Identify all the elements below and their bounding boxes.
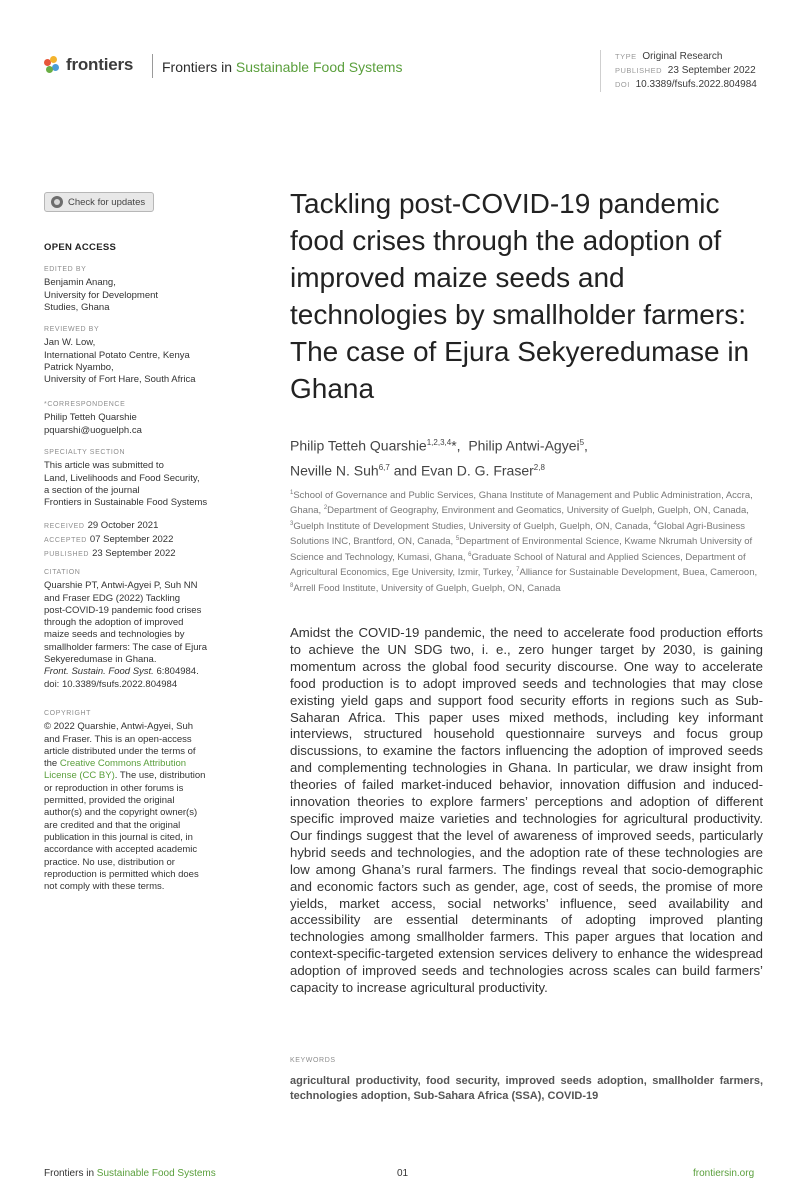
citation-journal-line xyxy=(44,666,244,678)
article-title: Tackling post-COVID-19 pandemic food crises through the adoption of improved maize seeds and technologies by smallholder farmers: The case of Ejura Sekyeredumase in Ghana xyxy=(290,188,750,404)
copyright-line: article distributed under the terms of xyxy=(44,745,196,757)
copyright-line: and Fraser. This is an open-access xyxy=(44,733,192,745)
affil-num: 4 xyxy=(653,520,657,527)
specialty-line: Frontiers in Sustainable Food Systems xyxy=(44,497,208,509)
frontiers-logo[interactable] xyxy=(44,55,133,75)
meta-published-label: PUBLISHED xyxy=(615,66,663,75)
reviewer-line: Jan W. Low, xyxy=(44,337,96,349)
keywords-label: KEYWORDS xyxy=(290,1057,336,1064)
meta-doi xyxy=(615,78,757,92)
footer-journal-name: Sustainable Food Systems xyxy=(96,1168,216,1179)
citation-line: Sekyeredumase in Ghana. xyxy=(44,654,157,666)
affil-num: 5 xyxy=(455,536,460,543)
accepted-label: ACCEPTED xyxy=(44,537,87,544)
copyright-line: practice. No use, distribution or xyxy=(44,856,175,868)
reviewed-by-label: REVIEWED BY xyxy=(44,326,100,333)
logo-text: frontiers xyxy=(66,55,134,74)
meta-type-value: Original Research xyxy=(642,51,723,62)
copyright-line: or reproduction in other forums is xyxy=(44,782,184,794)
meta-doi-label: DOI xyxy=(615,80,630,89)
correspondence-section xyxy=(44,399,244,437)
frontiers-logo-icon xyxy=(44,56,62,74)
citation-line: through the adoption of improved xyxy=(44,617,184,629)
editor-line: University for Development xyxy=(44,289,159,301)
specialty-line: a section of the journal xyxy=(44,484,140,496)
citation-line: smallholder farmers: The case of Ejura xyxy=(44,641,207,653)
author-and: and xyxy=(389,462,421,479)
author-affil-sup: 1,2,3,4 xyxy=(426,438,452,447)
dates-section xyxy=(44,519,176,561)
copyright-line: permitted, provided the original xyxy=(44,795,175,807)
copyright-line: are credited and that the original xyxy=(44,819,181,831)
copyright-line: accordance with accepted academic xyxy=(44,844,198,856)
article-meta xyxy=(600,50,757,92)
accepted-date: 07 September 2022 xyxy=(89,534,174,545)
affil-text: Department of Environmental Science, Kwame Nkrumah University of Science and Technology, Kumasi, Ghana, xyxy=(290,536,753,563)
affil-num: 8 xyxy=(290,582,294,589)
reviewer-line: Patrick Nyambo, xyxy=(44,361,114,373)
affil-text: Guelph Institute of Development Studies, University of Guelph, Guelph, ON, Canada, xyxy=(293,521,654,533)
author-affil-sup: 2,8 xyxy=(533,462,545,472)
published-date: 23 September 2022 xyxy=(92,548,176,559)
journal-prefix: Frontiers in xyxy=(162,59,233,75)
copyright-section xyxy=(44,708,244,893)
meta-published-value: 23 September 2022 xyxy=(667,65,756,76)
footer-journal-prefix: Frontiers in xyxy=(44,1168,95,1179)
abstract: Amidst the COVID-19 pandemic, the need to accelerate food production efforts to achieve the UN SDG two, i. e., zero hunger target by 2030, is gaining momentum across the global food security discourse. One way to accelerate food production is to adopt improved seeds and technologies that may close existing yield gaps and support food security efforts in regions such as Sub-Saharan Africa. This paper uses mixed methods, including key informant interviews, structured household questionnaire surveys and focus group discussions, to examine the factors influencing the adoption of improved seeds and complementing technologies in Ghana. In particular, we draw insight from theories of failed market-induced behavior, innovation diffusion and induced-innovation theories to explore farmers’ perceptions and adoption of different specific improved maize varieties and technologies for agricultural productivity. Our findings suggest that the level of awareness of improved seeds, particularly hybrid seeds and technologies, and the adoption rate of these technologies are low among Ghana’s rural farmers. The findings reveal that socio-demographic and economic factors such as gender, age, cost of seeds, the promise of more yields, market access, social networks’ influence, seed availability and accessibility are essential determinants of adopting improved planting technologies among smallholder farmers. This paper argues that location and context-specific-targeted extension services delivery to enhance the widespread adoption of improved seeds and technologies across scales can build farmers’ capacity to increase agricultural productivity. xyxy=(290,625,763,996)
check-updates-icon xyxy=(51,196,63,208)
specialty-label: SPECIALTY SECTION xyxy=(44,449,126,456)
reviewer-line: International Potato Centre, Kenya xyxy=(44,349,190,361)
affil-text: School of Governance and Public Services, Ghana Institute of Management and Public Administration, Accra, Ghana, xyxy=(290,490,753,517)
copyright-after-link: . The use, distribution xyxy=(114,770,206,782)
copyright-line: reproduction is permitted which does xyxy=(44,868,199,880)
author-name[interactable]: Philip Antwi-Agyei xyxy=(468,437,580,454)
citation-line: and Fraser EDG (2022) Tackling xyxy=(44,592,181,604)
affil-num: 6 xyxy=(468,551,472,558)
check-for-updates-button[interactable] xyxy=(44,192,154,212)
correspondence-label: *CORRESPONDENCE xyxy=(44,401,126,408)
citation-line: post-COVID-19 pandemic food crises xyxy=(44,604,202,616)
copyright-label: COPYRIGHT xyxy=(44,710,92,717)
received-date: 29 October 2021 xyxy=(87,520,159,531)
meta-type xyxy=(615,50,757,64)
cc-license-link[interactable]: Creative Commons Attribution xyxy=(59,758,187,770)
citation-section xyxy=(44,567,244,691)
affil-text: Department of Geography, Environment and Geomatics, University of Guelph, Guelph, ON, Canada, xyxy=(327,505,749,517)
received-row xyxy=(44,519,176,533)
citation-line: maize seeds and technologies by xyxy=(44,629,185,641)
logo-dot-blue xyxy=(52,64,59,71)
author-name[interactable]: Neville N. Suh xyxy=(290,462,379,479)
copyright-line: not comply with these terms. xyxy=(44,881,165,893)
author-affil-sup: 6,7 xyxy=(378,462,390,472)
corresponding-mark: * xyxy=(451,437,457,454)
author-affil-sup: 5 xyxy=(579,438,585,447)
logo-dot-green xyxy=(46,66,53,73)
affil-num: 1 xyxy=(290,490,294,496)
correspondence-email[interactable]: pquarshi@uoguelph.ca xyxy=(44,424,142,436)
affil-num: 7 xyxy=(516,567,520,574)
open-access-label: OPEN ACCESS xyxy=(44,242,117,253)
copyright-the: the xyxy=(44,758,60,770)
affiliations xyxy=(290,487,765,595)
affil-text: Arrell Food Institute, University of Guelph, Guelph, ON, Canada xyxy=(293,582,561,594)
copyright-link-line xyxy=(44,770,244,782)
citation-volume: 6:804984. xyxy=(153,666,199,678)
reviewer-line: University of Fort Hare, South Africa xyxy=(44,374,196,386)
page-number: 01 xyxy=(397,1168,409,1179)
affil-num: 2 xyxy=(323,505,328,512)
edited-by-section xyxy=(44,264,244,314)
affil-text: Alliance for Sustainable Development, Buea, Cameroon, xyxy=(519,567,758,579)
affil-text: Graduate School of Natural and Applied Sciences, Department of Agricultural Economics, Ege University, Izmir, Turkey, xyxy=(290,551,746,579)
citation-doi[interactable]: doi: 10.3389/fsufs.2022.804984 xyxy=(44,678,178,690)
affil-num: 3 xyxy=(290,520,294,527)
specialty-line: This article was submitted to xyxy=(44,460,164,472)
received-label: RECEIVED xyxy=(44,523,85,530)
published-label: PUBLISHED xyxy=(44,551,90,558)
specialty-line: Land, Livelihoods and Food Security, xyxy=(44,472,200,484)
accepted-row xyxy=(44,533,176,547)
editor-line: Benjamin Anang, xyxy=(44,277,116,289)
meta-doi-value[interactable]: 10.3389/fsufs.2022.804984 xyxy=(635,79,757,90)
cc-license-link-cont[interactable]: License (CC BY) xyxy=(44,770,115,782)
header-divider xyxy=(152,54,153,78)
correspondence-name: Philip Tetteh Quarshie xyxy=(44,412,137,424)
specialty-section xyxy=(44,447,244,509)
published-row xyxy=(44,547,176,561)
copyright-line: publication in this journal is cited, in xyxy=(44,831,193,843)
check-updates-label: Check for updates xyxy=(68,196,146,208)
author-name[interactable]: Evan D. G. Fraser xyxy=(420,462,534,479)
citation-line: Quarshie PT, Antwi-Agyei P, Suh NN xyxy=(44,580,198,592)
citation-label: CITATION xyxy=(44,569,81,576)
journal-title: Sustainable Food Systems xyxy=(235,59,403,75)
journal-name[interactable] xyxy=(162,59,402,75)
meta-type-label: TYPE xyxy=(615,52,637,61)
keywords: agricultural productivity, food security, improved seeds adoption, smallholder farmers, technologies adoption, Sub-Sahara Africa (SSA), COVID-19 xyxy=(290,1075,763,1102)
copyright-line: © 2022 Quarshie, Antwi-Agyei, Suh xyxy=(44,721,194,733)
reviewed-by-section xyxy=(44,324,244,386)
author-name[interactable]: Philip Tetteh Quarshie xyxy=(290,437,427,454)
copyright-line: author(s) and the copyright owner(s) xyxy=(44,807,198,819)
footer-site-link[interactable]: frontiersin.org xyxy=(693,1168,755,1179)
footer-journal[interactable] xyxy=(44,1168,216,1179)
author-list: Philip Tetteh Quarshie$^{1,2,3,4}$*, Philip Antwi-Agyei$^5$, Neville N. Suh$^{6,7}$ and Evan D. G. Fraser$^{2,8}$ xyxy=(290,437,588,479)
copyright-link-line xyxy=(44,758,244,770)
citation-journal: Front. Sustain. Food Syst. xyxy=(44,666,154,678)
meta-published xyxy=(615,64,757,78)
editor-line: Studies, Ghana xyxy=(44,301,110,313)
edited-by-label: EDITED BY xyxy=(44,266,87,273)
logo-dot-yellow xyxy=(50,56,57,63)
affil-text: Global Agri-Business Solutions INC, Brantford, ON, Canada, xyxy=(290,521,746,548)
